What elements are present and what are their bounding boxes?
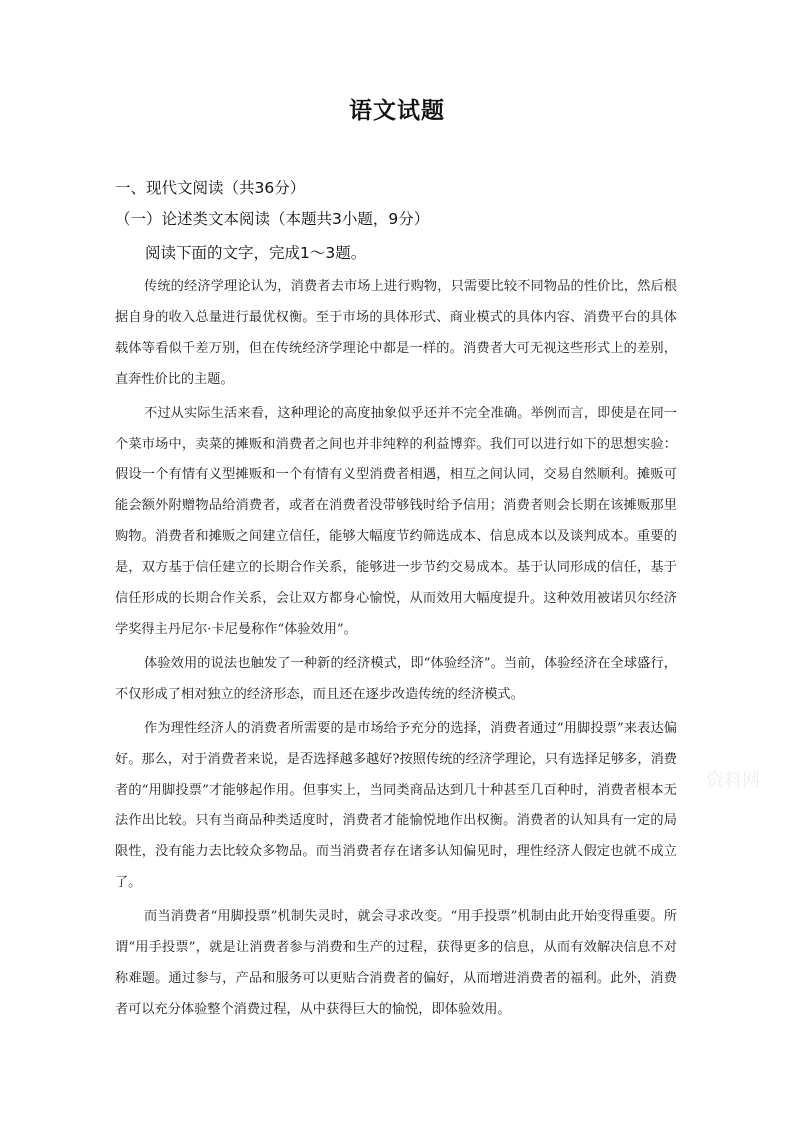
passage-paragraph-4: 作为理性经济人的消费者所需要的是市场给予充分的选择，消费者通过“用脚投票”来表达偏好。那么，对于消费者来说，是否选择越多越好?按照传统的经济学理论，只有选择足够多，消费者的“用脚投票”才能够起作用。但事实上，当同类商品达到几十种甚至几百种时，消费者根本无法作出比较。只有当商品种类适度时，消费者才能愉悦地作出权衡。消费者的认知具有一定的局限性，没有能力去比较众多物品。而当消费者存在诸多认知偏见时，理性经济人假定也就不成立了。 [115, 720, 677, 891]
reading-passage [115, 272, 677, 1029]
watermark: 资料网 [706, 770, 760, 791]
subsection-heading: （一）论述类文本阅读（本题共3小题，9分） [115, 210, 430, 228]
section-heading: 一、现代文阅读（共36分） [115, 179, 306, 197]
passage-paragraph-2: 不过从实际生活来看，这种理论的高度抽象似乎还并不完全准确。举例而言，即使是在同一个菜市场中，卖菜的摊贩和消费者之间也并非纯粹的利益博弈。我们可以进行如下的思想实验：假设一个有情有义型摊贩和一个有情有义型消费者相遇，相互之间认同，交易自然顺利。摊贩可能会额外附赠物品给消费者，或者在消费者没带够钱时给予信用；消费者则会长期在该摊贩那里购物。消费者和摊贩之间建立信任，能够大幅度节约筛选成本、信息成本以及谈判成本。重要的是，双方基于信任建立的长期合作关系，能够进一步节约交易成本。基于认同形成的信任，基于信任形成的长期合作关系，会让双方都身心愉悦，从而效用大幅度提升。这种效用被诺贝尔经济学奖得主丹尼尔·卡尼曼称作“体验效用”。 [115, 405, 677, 637]
reading-instruction: 阅读下面的文字，完成1～3题。 [145, 244, 367, 262]
passage-paragraph-5: 而当消费者“用脚投票”机制失灵时，就会寻求改变。“用手投票”机制由此开始变得重要。所谓“用手投票”，就是让消费者参与消费和生产的过程，获得更多的信息，从而有效解决信息不对称难题。通过参与，产品和服务可以更贴合消费者的偏好，从而增进消费者的福利。此外，消费者可以充分体验整个消费过程，从中获得巨大的愉悦，即体验效用。 [115, 909, 677, 1017]
passage-paragraph-3: 体验效用的说法也触发了一种新的经济模式，即“体验经济”。当前，体验经济在全球盛行，不仅形成了相对独立的经济形态，而且还在逐步改造传统的经济模式。 [115, 655, 677, 702]
passage-paragraph-1: 传统的经济学理论认为，消费者去市场上进行购物，只需要比较不同物品的性价比，然后根据自身的收入总量进行最优权衡。至于市场的具体形式、商业模式的具体内容、消费平台的具体载体等看似千差万别，但在传统经济学理论中都是一样的。消费者大可无视这些形式上的差别，直奔性价比的主题。 [115, 279, 677, 387]
page-title: 语文试题 [349, 97, 445, 124]
